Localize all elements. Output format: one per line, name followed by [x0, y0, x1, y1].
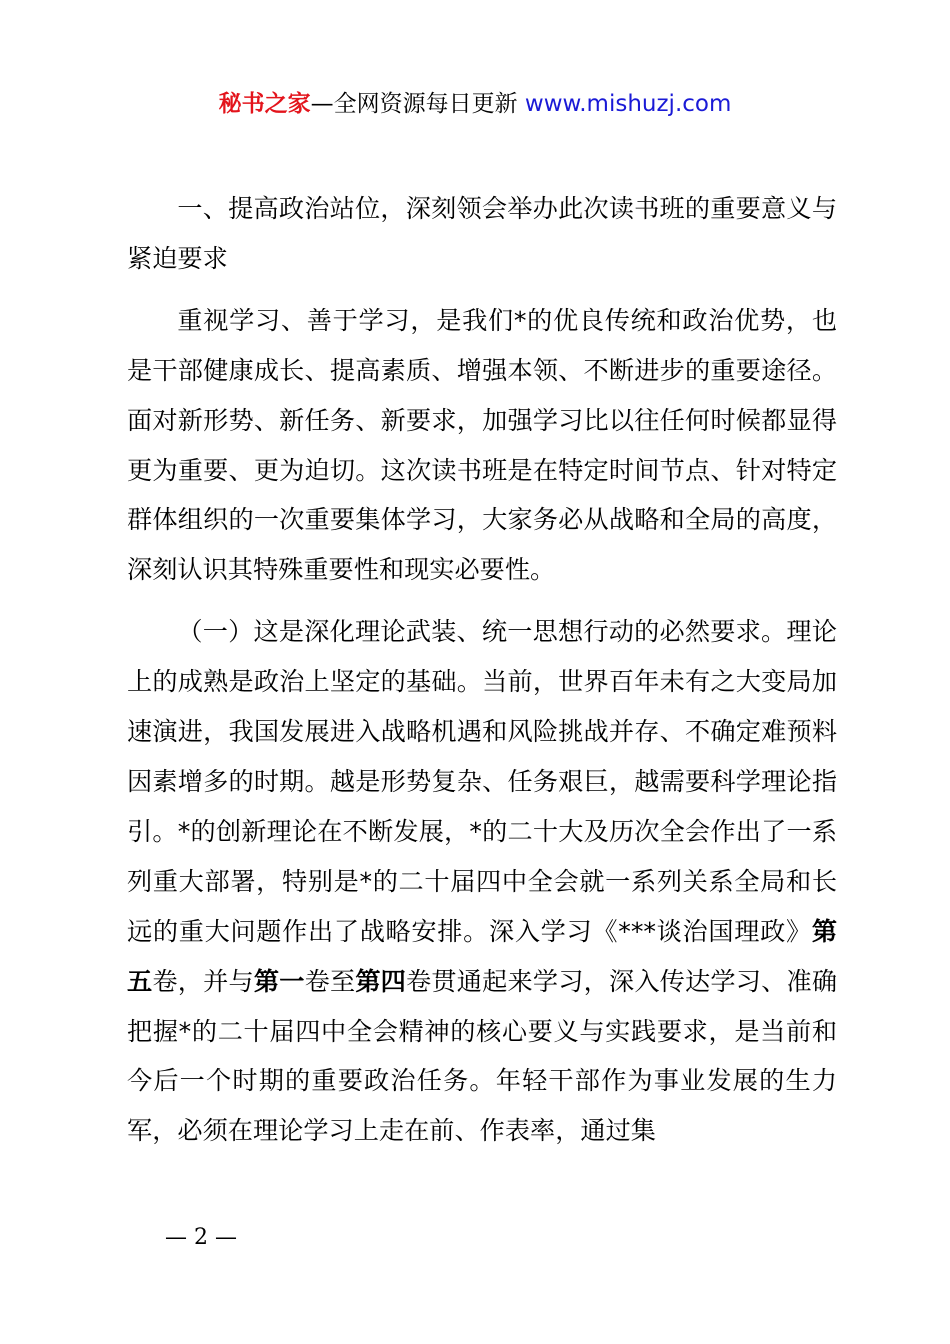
- header-tagline: —全网资源每日更新: [310, 91, 525, 117]
- paragraph-2: [127, 607, 837, 1156]
- paragraph-2-text-d: 卷贯通起来学习，深入传达学习、准确把握*的二十届四中全会精神的核心要义与实践要求，是当前和今后一个时期的重要政治任务。年轻干部作为事业发展的生力军，必须在理论学习上走在前、作表率，通过集: [127, 966, 838, 1146]
- section-heading: 一、提高政治站位，深刻领会举办此次读书班的重要意义与紧迫要求: [127, 194, 837, 273]
- page-number: — 2 —: [165, 1225, 237, 1250]
- bold-volume-1: 第一: [253, 966, 305, 996]
- paragraph-2-text-a: （一）这是深化理论武装、统一思想行动的必然要求。理论上的成熟是政治上坚定的基础。当前，世界百年未有之大变局加速演进，我国发展进入战略机遇和风险挑战并存、不确定难预料因素增多的时期。越是形势复杂、任务艰巨，越需要科学理论指引。*的创新理论在不断发展，*的二十大及历次全会作出了一系列重大部署，特别是*的二十届四中全会就一系列关系全局和长远的重大问题作出了战略安排。深入学习《***谈治国理政》: [127, 617, 837, 946]
- paragraph-2-text-c: 卷至: [304, 966, 356, 996]
- site-header: [0, 84, 950, 124]
- bold-volume-4: 第四: [355, 966, 407, 996]
- paragraph-2-text-b: 卷，并与: [152, 966, 254, 996]
- bold-volume-5: 第五: [127, 916, 837, 996]
- document-body: [127, 184, 837, 1156]
- paragraph-1: 重视学习、善于学习，是我们*的优良传统和政治优势，也是干部健康成长、提高素质、增强本领、不断进步的重要途径。面对新形势、新任务、新要求，加强学习比以往任何时候都显得更为重要、更为迫切。这次读书班是在特定时间节点、针对特定群体组织的一次重要集体学习，大家务必从战略和全局的高度，深刻认识其特殊重要性和现实必要性。: [127, 305, 837, 585]
- site-url-link[interactable]: www.mishuzj.com: [524, 91, 732, 117]
- brand-name: 秘书之家: [218, 91, 311, 117]
